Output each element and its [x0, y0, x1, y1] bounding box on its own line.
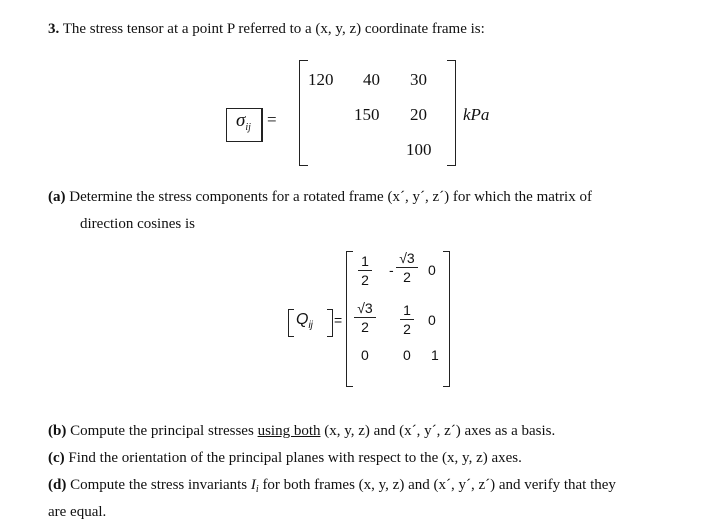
q11-fraction: 1 2 [358, 253, 372, 288]
q21-fraction: √3 2 [354, 300, 376, 335]
q-equals-sign: = [334, 312, 343, 328]
sigma-33: 100 [406, 140, 432, 159]
part-b-text-after: (x, y, z) and (x´, y´, z´) axes as a basis. [324, 423, 556, 439]
part-a-text: Determine the stress components for a rotated frame (x´, y´, z´) for which the matrix of [69, 189, 592, 205]
q32: 0 [403, 347, 411, 363]
part-c-label: (c) [48, 450, 65, 466]
matrix-left-bracket [299, 60, 308, 166]
sigma-11: 120 [308, 70, 334, 89]
part-d-text-after: for both frames (x, y, z) and (x´, y´, z´) and verify that they [262, 477, 616, 493]
q22-fraction: 1 2 [400, 302, 414, 337]
q-symbol: $Q_{ij}$ [296, 311, 313, 331]
sigma-12: 40 [363, 70, 380, 89]
q12-fraction: √3 2 [396, 250, 418, 285]
matrix-right-bracket [447, 60, 456, 166]
part-b-text-before: Compute the principal stresses [70, 423, 254, 439]
q23: 0 [428, 312, 436, 328]
sigma-13: 30 [410, 70, 427, 89]
part-a [48, 189, 592, 206]
part-d-continuation: are equal. [48, 504, 107, 520]
part-a-continuation: direction cosines is [80, 216, 195, 232]
problem-text: The stress tensor at a point P referred to a (x, y, z) coordinate frame is: [62, 21, 485, 37]
part-c [48, 450, 522, 467]
equals-sign: = [267, 110, 277, 129]
part-b-underlined: using both [257, 423, 321, 439]
sigma-23: 20 [410, 105, 427, 124]
part-b-label: (b) [48, 423, 67, 439]
invariant-symbol: $I_i$ [250, 477, 259, 495]
q12-minus: - [389, 262, 394, 278]
q33: 1 [431, 347, 439, 363]
q13: 0 [428, 262, 436, 278]
part-d [48, 477, 616, 495]
part-d-text-before: Compute the stress invariants [70, 477, 248, 493]
problem-number: 3. [48, 21, 60, 37]
sigma-symbol: $\sigma_{ij}$ [236, 110, 251, 133]
part-a-label: (a) [48, 189, 66, 205]
part-b [48, 423, 555, 440]
problem-statement [48, 21, 485, 38]
q31: 0 [361, 347, 369, 363]
q-matrix-left-bracket [346, 251, 353, 387]
sigma-22: 150 [354, 105, 380, 124]
part-d-label: (d) [48, 477, 67, 493]
part-c-text: Find the orientation of the principal planes with respect to the (x, y, z) axes. [68, 450, 522, 466]
unit-label: kPa [463, 105, 490, 124]
q-matrix-right-bracket [443, 251, 450, 387]
